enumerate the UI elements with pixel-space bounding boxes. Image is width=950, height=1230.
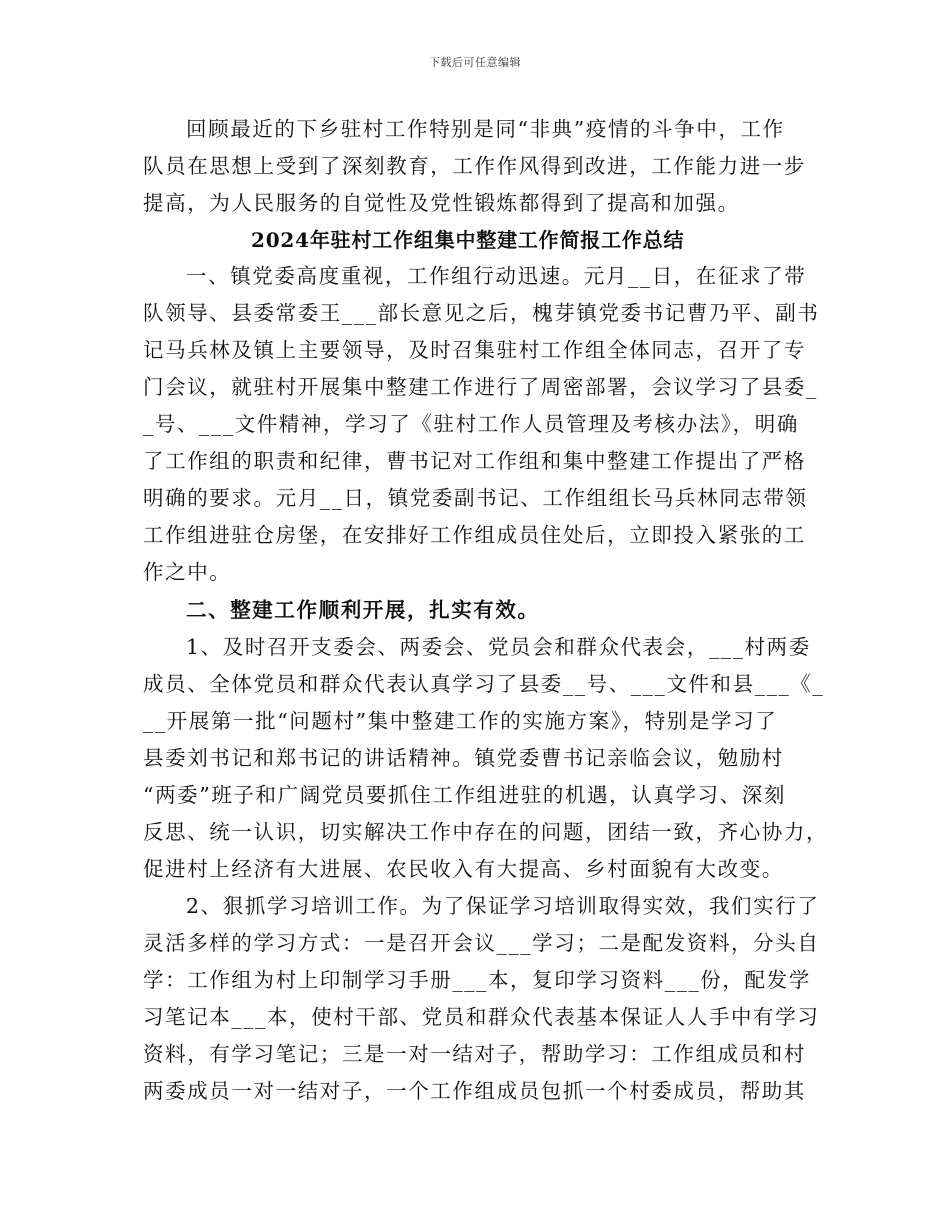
document-title: 2024年驻村工作组集中整建工作简报工作总结 bbox=[251, 228, 685, 252]
paragraph-line: 反思、统一认识，切实解决工作中存在的问题，团结一致，齐心协力， bbox=[143, 820, 829, 844]
paragraph-line: 学：工作组为村上印制学习手册___本，复印学习资料___份，配发学 bbox=[143, 968, 811, 992]
paragraph-line: 两委成员一对一结对子，一个工作组成员包抓一个村委成员，帮助其 bbox=[143, 1079, 806, 1103]
paragraph-line: 灵活多样的学习方式：一是召开会议___学习；二是配发资料，分头自 bbox=[143, 931, 820, 955]
paragraph-line: 门会议，就驻村开展集中整建工作进行了周密部署，会议学习了县委_ bbox=[143, 375, 818, 399]
paragraph-line: 队员在思想上受到了深刻教育，工作作风得到改进，工作能力进一步 bbox=[143, 154, 806, 178]
paragraph-line: “两委”班子和广阔党员要抓住工作组进驻的机遇，认真学习、深刻 bbox=[143, 783, 786, 807]
paragraph-line: 记马兵林及镇上主要领导，及时召集驻村工作组全体同志，召开了专 bbox=[143, 338, 806, 362]
section-heading: 二、整建工作顺利开展，扎实有效。 bbox=[186, 598, 540, 622]
paragraph-line: 资料，有学习笔记；三是一对一结对子，帮助学习：工作组成员和村 bbox=[143, 1042, 806, 1066]
paragraph-line: 促进村上经济有大进展、农民收入有大提高、乡村面貌有大改变。 bbox=[143, 857, 784, 881]
paragraph-line: 成员、全体党员和群众代表认真学习了县委__号、___文件和县___《_ bbox=[143, 672, 825, 696]
paragraph-line: 县委刘书记和郑书记的讲话精神。镇党委曹书记亲临会议，勉励村 bbox=[143, 746, 784, 770]
paragraph-line: 了工作组的职责和纪律，曹书记对工作组和集中整建工作提出了严格 bbox=[143, 449, 806, 473]
paragraph-line: 明确的要求。元月__日，镇党委副书记、工作组组长马兵林同志带领 bbox=[143, 486, 808, 510]
paragraph-line: 作之中。 bbox=[143, 560, 232, 584]
paragraph-line: 工作组进驻仓房堡，在安排好工作组成员住处后，立即投入紧张的工 bbox=[143, 523, 806, 547]
header-note: 下载后可任意编辑 bbox=[429, 56, 521, 69]
paragraph-line: 1、及时召开支委会、两委会、党员会和群众代表会，___村两委 bbox=[186, 635, 811, 659]
paragraph-line: 提高，为人民服务的自觉性及党性锻炼都得到了提高和加强。 bbox=[143, 191, 740, 215]
paragraph-line: 一、镇党委高度重视，工作组行动迅速。元月__日，在征求了带 bbox=[186, 264, 807, 288]
paragraph-line: 回顾最近的下乡驻村工作特别是同“非典”疫情的斗争中，工作 bbox=[186, 117, 785, 141]
paragraph-line: __开展第一批“问题村”集中整建工作的实施方案》，特别是学习了 bbox=[143, 709, 778, 733]
paragraph-line: 队领导、县委常委王___部长意见之后，槐芽镇党委书记曹乃平、副书 bbox=[143, 301, 820, 325]
paragraph-line: 习笔记本___本，使村干部、党员和群众代表基本保证人人手中有学习 bbox=[143, 1005, 820, 1029]
paragraph-line: 2、狠抓学习培训工作。为了保证学习培训取得实效，我们实行了 bbox=[186, 894, 820, 918]
paragraph-line: _号、___文件精神，学习了《驻村工作人员管理及考核办法》，明确 bbox=[143, 412, 799, 436]
